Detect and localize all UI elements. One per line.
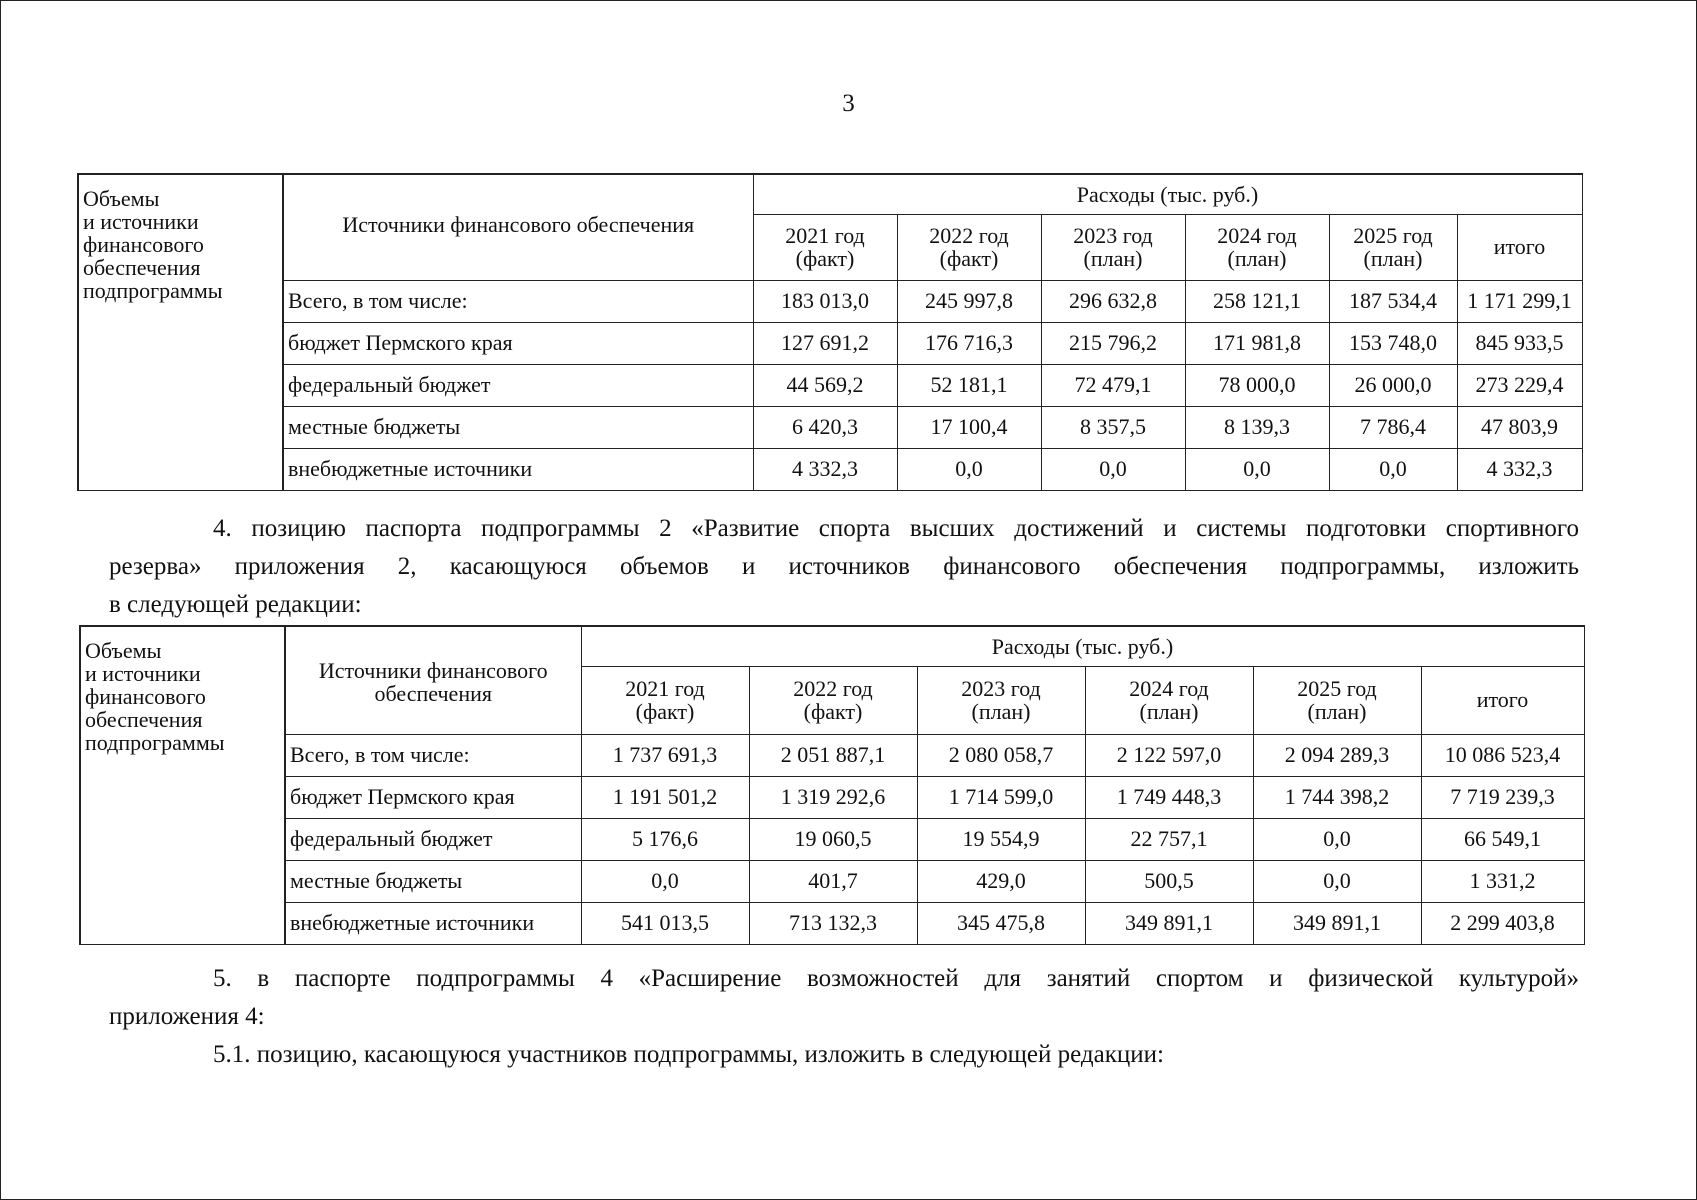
year-header: 2021 год (факт) xyxy=(753,214,897,280)
row-name: местные бюджеты xyxy=(285,860,581,902)
cell-value: 171 981,8 xyxy=(1185,322,1329,364)
cell-value: 52 181,1 xyxy=(897,364,1041,406)
cell-value: 258 121,1 xyxy=(1185,280,1329,322)
table-row xyxy=(80,734,1584,776)
table-row xyxy=(80,776,1584,818)
row-name: бюджет Пермского края xyxy=(283,322,753,364)
year-header: 2022 год (факт) xyxy=(749,666,917,734)
row-name: федеральный бюджет xyxy=(285,818,581,860)
table-label-cell xyxy=(78,174,283,490)
cell-value: 0,0 xyxy=(1253,860,1421,902)
year-header: 2024 год (план) xyxy=(1185,214,1329,280)
cell-value: 176 716,3 xyxy=(897,322,1041,364)
cell-value: 0,0 xyxy=(1253,818,1421,860)
cell-value: 153 748,0 xyxy=(1329,322,1457,364)
cell-value: 8 139,3 xyxy=(1185,406,1329,448)
paragraph-4 xyxy=(109,510,1579,624)
expenses-header: Расходы (тыс. руб.) xyxy=(581,626,1584,666)
cell-value: 401,7 xyxy=(749,860,917,902)
year-header: 2025 год (план) xyxy=(1329,214,1457,280)
cell-value: 17 100,4 xyxy=(897,406,1041,448)
cell-value: 845 933,5 xyxy=(1457,322,1582,364)
year-header: 2023 год (план) xyxy=(917,666,1085,734)
paragraph-5-line-1: 5. в паспорте подпрограммы 4 «Расширение возможностей для занятий спортом и физической культурой» xyxy=(213,965,1579,992)
cell-value: 273 229,4 xyxy=(1457,364,1582,406)
total-header: итого xyxy=(1457,214,1582,280)
paragraph-5-1 xyxy=(109,1036,1579,1074)
cell-value: 78 000,0 xyxy=(1185,364,1329,406)
cell-value: 19 060,5 xyxy=(749,818,917,860)
cell-value: 541 013,5 xyxy=(581,902,749,944)
table-label-cell xyxy=(80,626,285,944)
cell-value: 296 632,8 xyxy=(1041,280,1185,322)
year-header: 2023 год (план) xyxy=(1041,214,1185,280)
table-row xyxy=(80,902,1584,944)
row-name: внебюджетные источники xyxy=(283,448,753,490)
row-name: внебюджетные источники xyxy=(285,902,581,944)
cell-value: 2 051 887,1 xyxy=(749,734,917,776)
cell-value: 349 891,1 xyxy=(1085,902,1253,944)
cell-value: 345 475,8 xyxy=(917,902,1085,944)
table-row xyxy=(78,364,1582,406)
year-header: 2021 год (факт) xyxy=(581,666,749,734)
cell-value: 7 786,4 xyxy=(1329,406,1457,448)
cell-value: 72 479,1 xyxy=(1041,364,1185,406)
table-row xyxy=(80,818,1584,860)
cell-value: 215 796,2 xyxy=(1041,322,1185,364)
cell-value: 183 013,0 xyxy=(753,280,897,322)
paragraph-4-line-3: в следующей редакции: xyxy=(109,591,362,618)
total-header: итого xyxy=(1421,666,1584,734)
paragraph-5-1-line-1: 5.1. позицию, касающуюся участников подпрограммы, изложить в следующей редакции: xyxy=(213,1041,1164,1068)
row-name: Всего, в том числе: xyxy=(283,280,753,322)
sources-header: Источники финансового обеспечения xyxy=(283,174,753,280)
cell-value: 1 749 448,3 xyxy=(1085,776,1253,818)
cell-value: 1 331,2 xyxy=(1421,860,1584,902)
cell-value: 22 757,1 xyxy=(1085,818,1253,860)
cell-value: 349 891,1 xyxy=(1253,902,1421,944)
table-label: Объемы и источники финансового обеспечения подпрограммы xyxy=(83,186,223,304)
row-name: Всего, в том числе: xyxy=(285,734,581,776)
table-row xyxy=(80,860,1584,902)
cell-value: 1 171 299,1 xyxy=(1457,280,1582,322)
cell-value: 1 714 599,0 xyxy=(917,776,1085,818)
cell-value: 8 357,5 xyxy=(1041,406,1185,448)
table-row xyxy=(78,322,1582,364)
paragraph-5 xyxy=(109,960,1579,1036)
cell-value: 1 319 292,6 xyxy=(749,776,917,818)
row-name: федеральный бюджет xyxy=(283,364,753,406)
row-name: местные бюджеты xyxy=(283,406,753,448)
paragraph-4-line-2: резерва» приложения 2, касающуюся объемов и источников финансового обеспечения подпрограммы, изложить xyxy=(109,553,1579,580)
cell-value: 0,0 xyxy=(581,860,749,902)
cell-value: 7 719 239,3 xyxy=(1421,776,1584,818)
cell-value: 6 420,3 xyxy=(753,406,897,448)
cell-value: 713 132,3 xyxy=(749,902,917,944)
paragraph-5-line-2: приложения 4: xyxy=(109,1003,265,1030)
cell-value: 429,0 xyxy=(917,860,1085,902)
cell-value: 4 332,3 xyxy=(753,448,897,490)
cell-value: 10 086 523,4 xyxy=(1421,734,1584,776)
cell-value: 4 332,3 xyxy=(1457,448,1582,490)
funding-table-subprogram-1 xyxy=(77,173,1583,491)
cell-value: 187 534,4 xyxy=(1329,280,1457,322)
cell-value: 0,0 xyxy=(897,448,1041,490)
cell-value: 500,5 xyxy=(1085,860,1253,902)
cell-value: 44 569,2 xyxy=(753,364,897,406)
cell-value: 19 554,9 xyxy=(917,818,1085,860)
cell-value: 26 000,0 xyxy=(1329,364,1457,406)
cell-value: 1 737 691,3 xyxy=(581,734,749,776)
funding-table-subprogram-2 xyxy=(79,625,1585,945)
sources-header: Источники финансового обеспечения xyxy=(285,626,581,734)
year-header: 2024 год (план) xyxy=(1085,666,1253,734)
cell-value: 47 803,9 xyxy=(1457,406,1582,448)
cell-value: 0,0 xyxy=(1185,448,1329,490)
cell-value: 2 122 597,0 xyxy=(1085,734,1253,776)
table-row xyxy=(78,406,1582,448)
paragraph-4-line-1: 4. позицию паспорта подпрограммы 2 «Развитие спорта высших достижений и системы подготовки спортивного xyxy=(213,515,1579,542)
cell-value: 5 176,6 xyxy=(581,818,749,860)
table-row xyxy=(78,448,1582,490)
year-header: 2022 год (факт) xyxy=(897,214,1041,280)
cell-value: 0,0 xyxy=(1329,448,1457,490)
cell-value: 2 299 403,8 xyxy=(1421,902,1584,944)
cell-value: 127 691,2 xyxy=(753,322,897,364)
page-number: 3 xyxy=(842,90,855,117)
expenses-header: Расходы (тыс. руб.) xyxy=(753,174,1582,214)
row-name: бюджет Пермского края xyxy=(285,776,581,818)
cell-value: 2 094 289,3 xyxy=(1253,734,1421,776)
cell-value: 66 549,1 xyxy=(1421,818,1584,860)
cell-value: 2 080 058,7 xyxy=(917,734,1085,776)
table-row xyxy=(78,280,1582,322)
year-header: 2025 год (план) xyxy=(1253,666,1421,734)
cell-value: 1 744 398,2 xyxy=(1253,776,1421,818)
cell-value: 0,0 xyxy=(1041,448,1185,490)
cell-value: 245 997,8 xyxy=(897,280,1041,322)
table-label: Объемы и источники финансового обеспечения подпрограммы xyxy=(85,638,225,756)
cell-value: 1 191 501,2 xyxy=(581,776,749,818)
